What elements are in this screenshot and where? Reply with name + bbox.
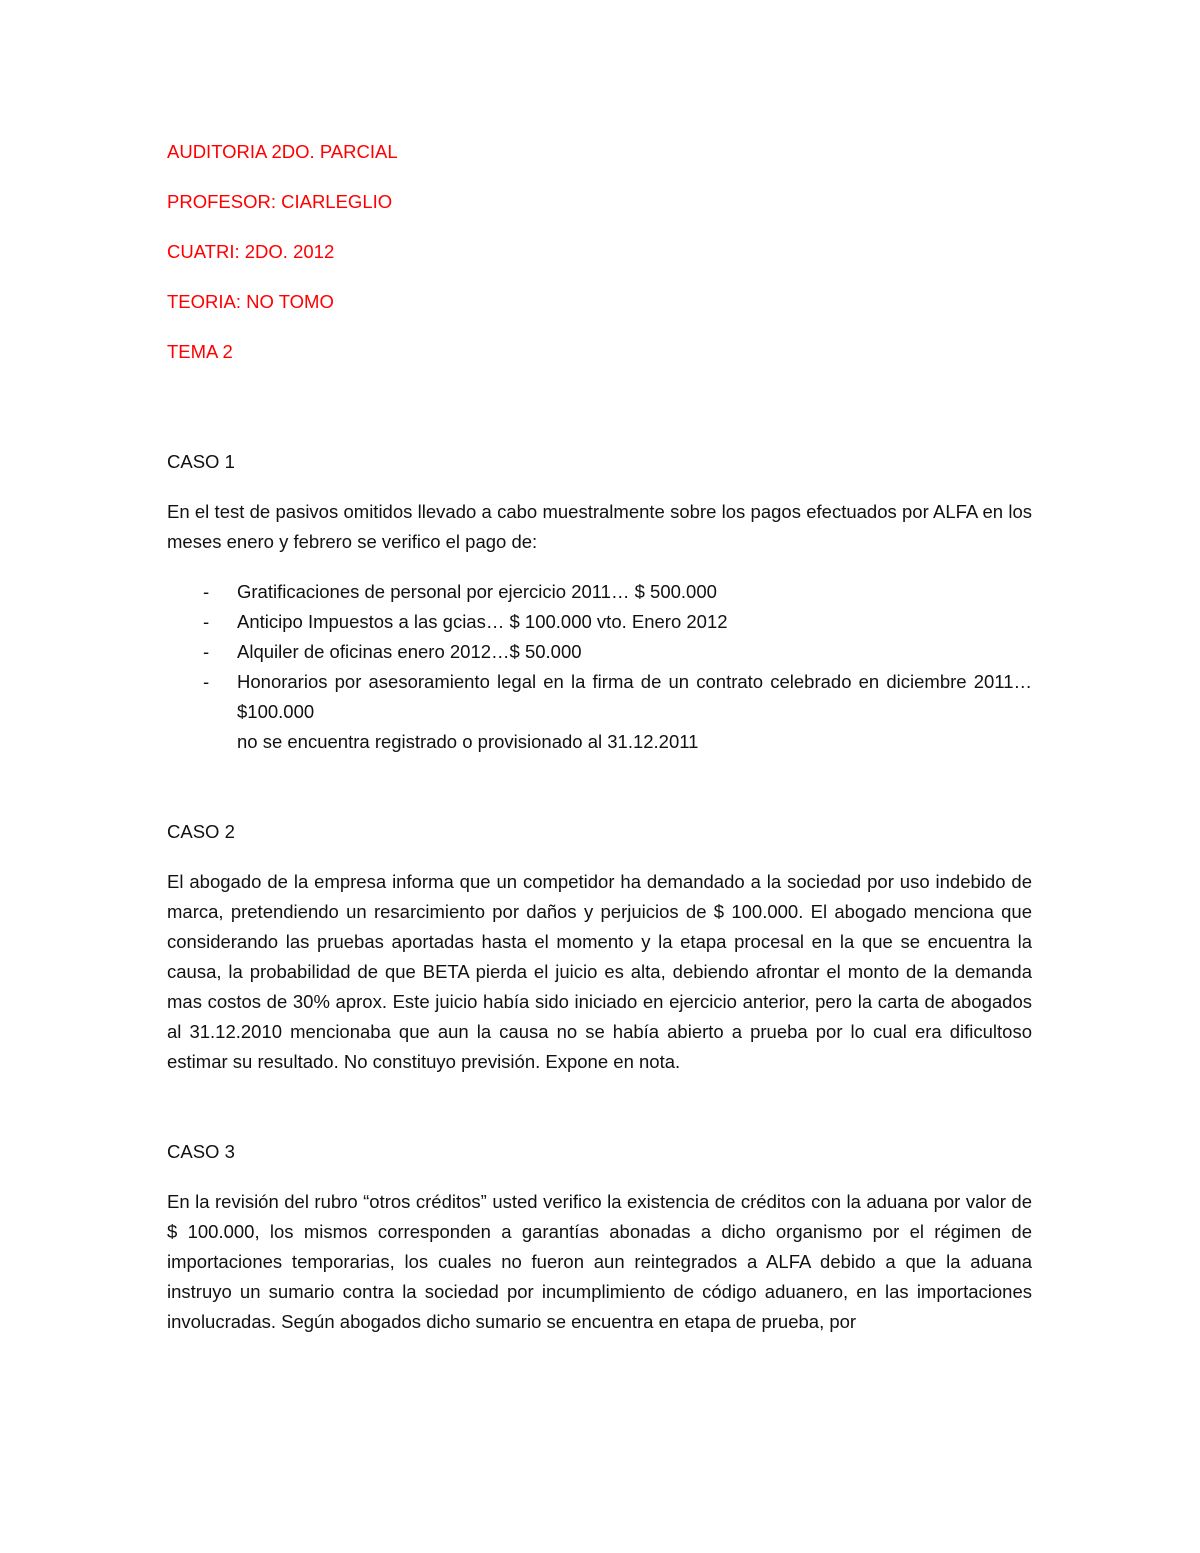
list-item: - Anticipo Impuestos a las gcias… $ 100.000 vto. Enero 2012 [167,607,1032,637]
caso-3-body: En la revisión del rubro “otros créditos” usted verifico la existencia de créditos con la aduana por valor de $ 100.000, los mismos corresponden a garantías abonadas a dicho organismo por el régimen de importaciones temporarias, los cuales no fueron aun reintegrados a ALFA debido a que la aduana instruyo un sumario contra la sociedad por incumplimiento de código aduanero, en las importaciones involucradas. Según abogados dicho sumario se encuentra en etapa de prueba, por [167,1191,1032,1332]
caso-2-title: CASO 2 [167,821,235,842]
header-topic: TEMA 2 [167,341,233,362]
caso-1-note: no se encuentra registrado o provisionado al 31.12.2011 [237,731,699,752]
caso-1-list [167,577,1032,757]
list-note [167,727,1032,757]
caso-3-title: CASO 3 [167,1141,235,1162]
dash-bullet: - [203,641,210,662]
dash-bullet: - [203,611,210,632]
header-term: CUATRI: 2DO. 2012 [167,241,335,262]
document-content [167,137,1032,1337]
header-title: AUDITORIA 2DO. PARCIAL [167,141,398,162]
header-theory: TEORIA: NO TOMO [167,291,334,312]
list-item: - Gratificaciones de personal por ejercicio 2011… $ 500.000 [167,577,1032,607]
dash-bullet: - [203,581,210,602]
caso-1-intro: En el test de pasivos omitidos llevado a cabo muestralmente sobre los pagos efectuados por ALFA en los meses enero y febrero se verifico el pago de: [167,501,1032,552]
caso-1-title: CASO 1 [167,451,235,472]
caso-3-section [167,1137,1032,1337]
caso-1-section [167,447,1032,757]
caso-2-section [167,817,1032,1077]
header-professor: PROFESOR: CIARLEGLIO [167,191,393,212]
list-item: - Alquiler de oficinas enero 2012…$ 50.000 [167,637,1032,667]
caso-2-body: El abogado de la empresa informa que un competidor ha demandado a la sociedad por uso indebido de marca, pretendiendo un resarcimiento por daños y perjuicios de $ 100.000. El abogado menciona que considerando las pruebas aportadas hasta el momento y la etapa procesal en la que se encuentra la causa, la probabilidad de que BETA pierda el juicio es alta, debiendo afrontar el monto de la demanda mas costos de 30% aprox. Este juicio había sido iniciado en ejercicio anterior, pero la carta de abogados al 31.12.2010 mencionaba que aun la causa no se había abierto a prueba por lo cual era dificultoso estimar su resultado. No constituyo previsión. Expone en nota. [167,871,1032,1072]
dash-bullet: - [203,671,210,692]
list-item: - Honorarios por asesoramiento legal en la firma de un contrato celebrado en diciembre 2011… $100.000 [167,667,1032,727]
